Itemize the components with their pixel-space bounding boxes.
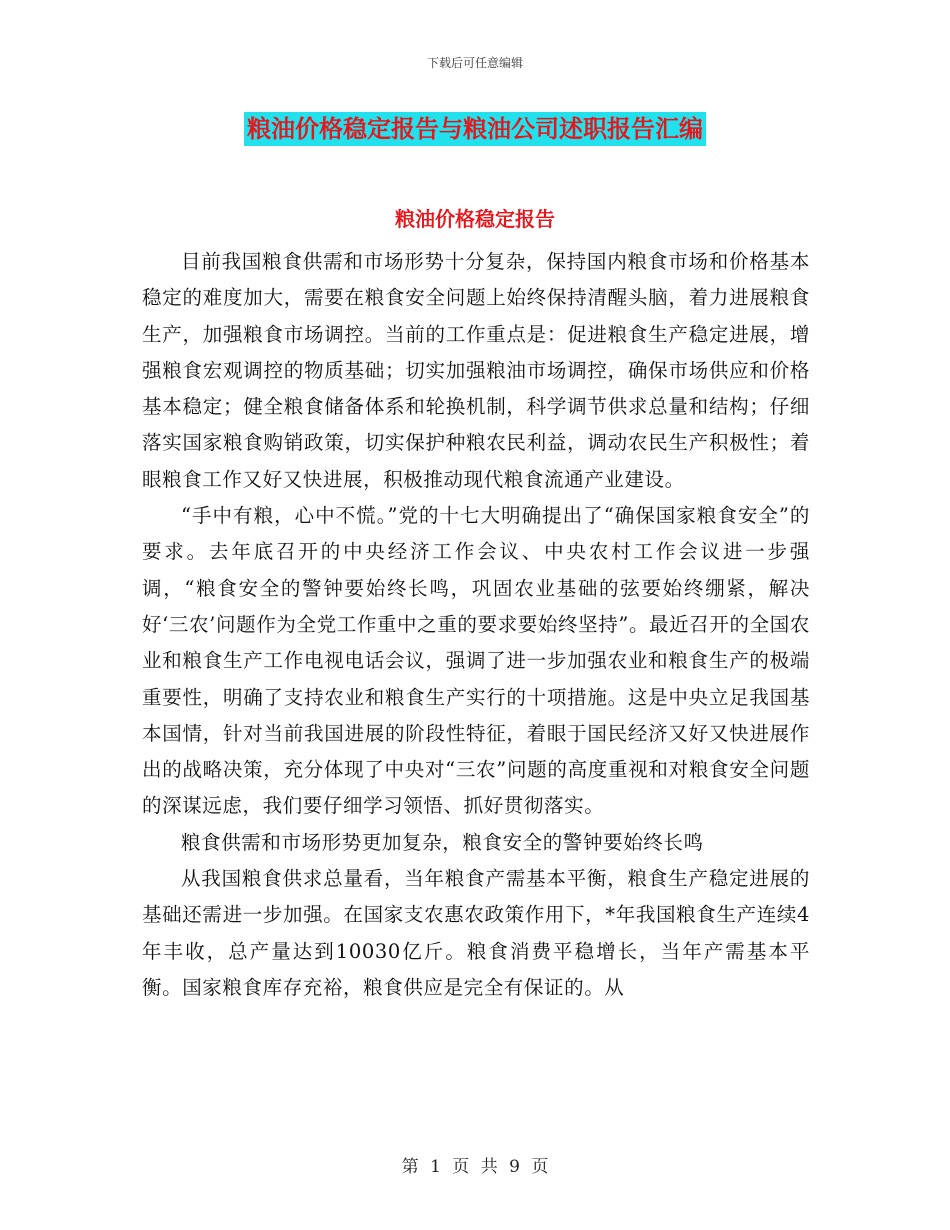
paragraph: 目前我国粮食供需和市场形势十分复杂，保持国内粮食市场和价格基本稳定的难度加大，需要在粮食安全问题上始终保持清醒头脑，着力进展粮食生产，加强粮食市场调控。当前的工作重点是：促进粮食生产稳定进展，增强粮食宏观调控的物质基础；切实加强粮油市场调控，确保市场供应和价格基本稳定；健全粮食储备体系和轮换机制，科学调节供求总量和结构；仔细落实国家粮食购销政策，切实保护种粮农民利益，调动农民生产积极性；着眼粮食工作又好又快进展，积极推动现代粮食流通产业建设。 [142, 250, 810, 491]
paragraph: “手中有粮，心中不慌。”党的十七大明确提出了“确保国家粮食安全”的要求。去年底召开的中央经济工作会议、中央农村工作会议进一步强调，“粮食安全的警钟要始终长鸣，巩固农业基础的弦要始终绷紧，解决好‘三农’问题作为全党工作重中之重的要求要始终坚持”。最近召开的全国农业和粮食生产工作电视电话会议，强调了进一步加强农业和粮食生产的极端重要性，明确了支持农业和粮食生产实行的十项措施。这是中央立足我国基本国情，针对当前我国进展的阶段性特征，着眼于国民经济又好又快进展作出的战略决策，充分体现了中央对“三农”问题的高度重视和对粮食安全问题的深谋远虑，我们要仔细学习领悟、抓好贯彻落实。 [142, 504, 810, 818]
paragraph: 从我国粮食供求总量看，当年粮食产需基本平衡，粮食生产稳定进展的基础还需进一步加强。在国家支农惠农政策作用下，*年我国粮食生产连续4年丰收，总产量达到10030亿斤。粮食消费平稳增长，当年产需基本平衡。国家粮食库存充裕，粮食供应是完全有保证的。从 [142, 867, 810, 999]
section-title: 粮油价格稳定报告 [395, 207, 555, 231]
document-body [142, 244, 810, 1006]
page-footer: 第 1 页 共 9 页 [401, 1157, 549, 1177]
page-header-note: 下载后可任意编辑 [426, 56, 523, 70]
document-title: 粮油价格稳定报告与粮油公司述职报告汇编 [244, 112, 706, 146]
document-title-container [0, 112, 950, 146]
paragraph-subheading: 粮食供需和市场形势更加复杂，粮食安全的警钟要始终长鸣 [181, 830, 704, 854]
